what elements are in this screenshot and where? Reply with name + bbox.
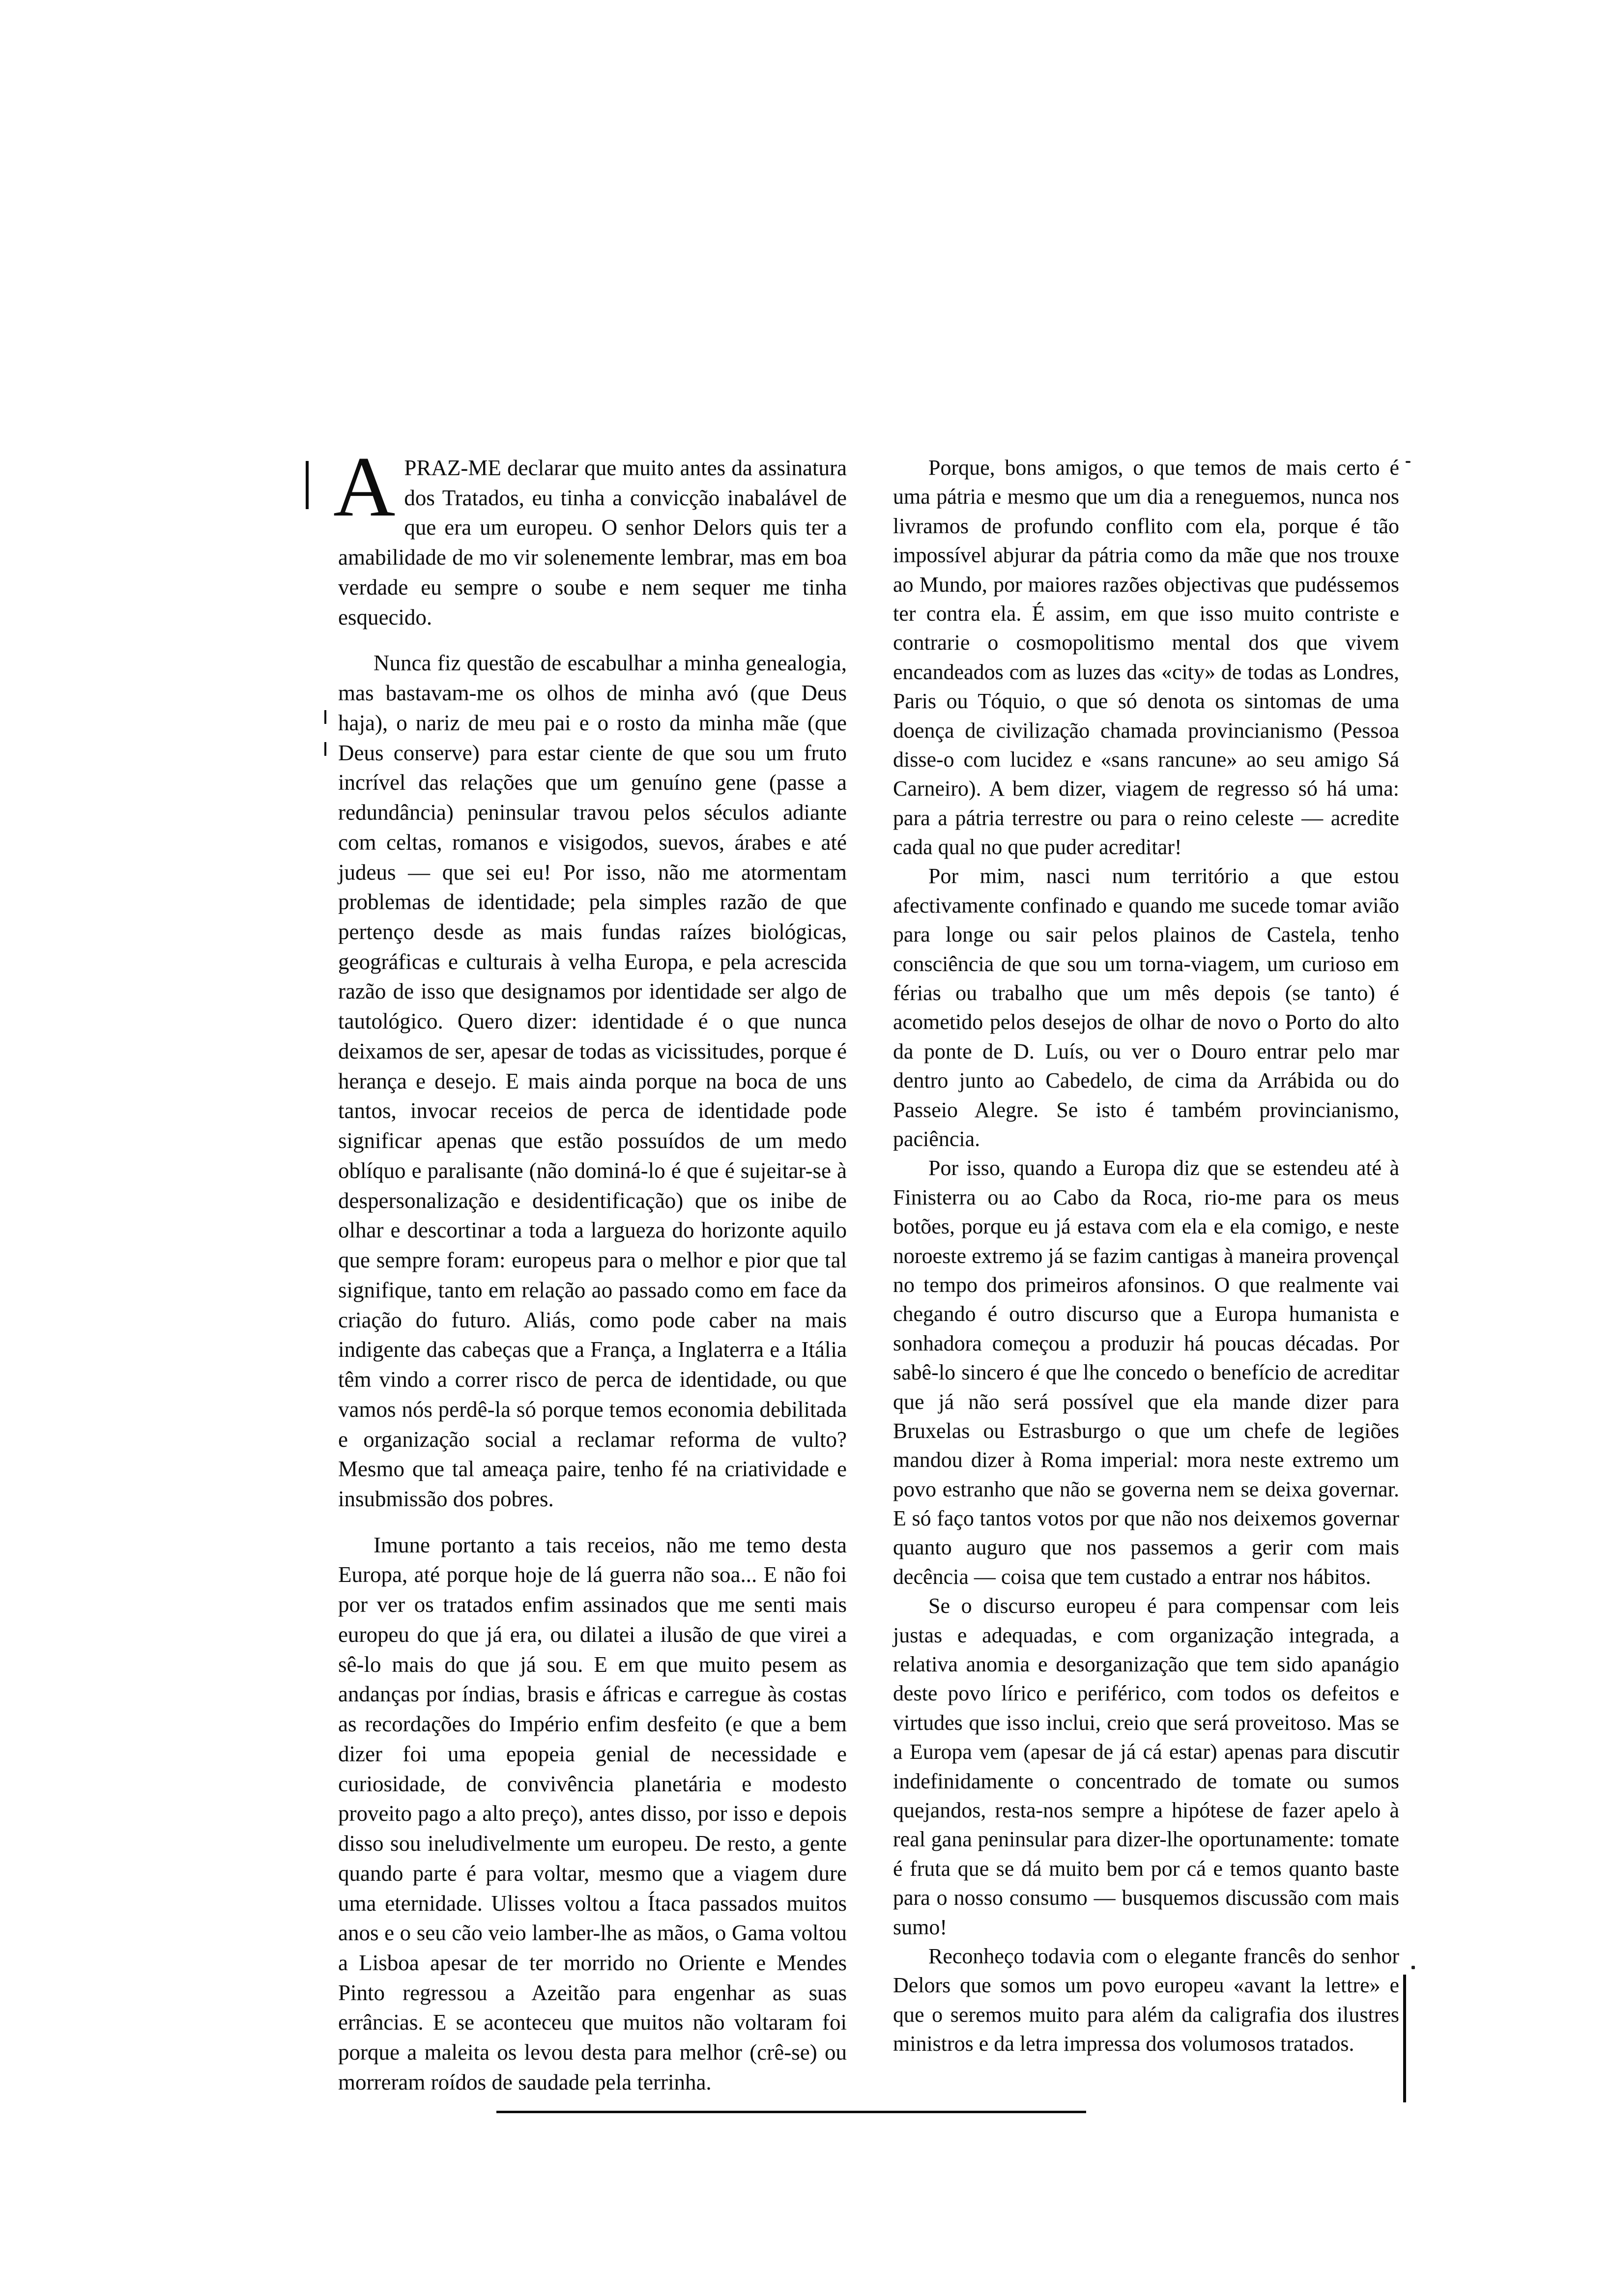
left-margin-tick	[324, 710, 326, 724]
article-paragraph: Por isso, quando a Europa diz que se estendeu até à Finisterra ou ao Cabo da Roca, rio-me para os meus botões, porque eu já estava com ela e ela comigo, e neste noroeste extremo já se fazim cantigas à maneira provençal no tempo dos primeiros afonsinos. O que realmente vai chegando é outro discurso que a Europa humanista e sonhadora começou a produzir há poucas décadas. Por sabê-lo sincero é que lhe concedo o benefício de acreditar que já não será possível que ela mande dizer para Bruxelas ou Estrasburgo o que um chefe de legiões mandou dizer à Roma imperial: mora neste extremo um povo estranho que não se governa nem se deixa governar. E só faço tantos votos por que não nos deixemos governar quanto auguro que nos passemos a gerir com mais decência — coisa que tem custado a entrar nos hábitos.	[893, 1156, 1399, 1589]
scan-speck	[1406, 461, 1410, 463]
article-paragraph: Por mim, nasci num território a que estou afectivamente confinado e quando me sucede tomar avião para longe ou sair pelos plainos de Castela, tenho consciência de que sou um torna-viagem, um curioso em férias ou trabalho que um mês depois (se tanto) é acometido pelos desejos de olhar de novo o Porto do alto da ponte de D. Luís, ou ver o Douro entrar pelo mar dentro junto ao Cabedelo, de cima da Arrábida ou do Passeio Alegre. Se isto é também provincianismo, paciência.	[893, 864, 1399, 1151]
article-left-column	[333, 439, 847, 2097]
article-paragraph	[333, 439, 847, 632]
bottom-rule	[496, 2111, 1086, 2113]
left-margin-tick	[324, 742, 326, 756]
article-paragraph: Imune portanto a tais receios, não me temo desta Europa, até porque hoje de lá guerra não soa... E não foi por ver os tratados enfim assinados que me senti mais europeu do que já era, ou dilatei a ilusão de que virei a sê-lo mais do que já sou. E em que muito pesem as andanças por índias, brasis e áfricas e carregue às costas as recordações do Império enfim desfeito (e que a bem dizer foi uma epopeia genial de necessidade e curiosidade, de convivência planetária e modesto proveito pago a alto preço), antes disso, por isso e depois disso sou ineludivelmente um europeu. De resto, a gente quando parte é para voltar, mesmo que a viagem dure uma eternidade. Ulisses voltou a Ítaca passados muitos anos e o seu cão veio lamber-lhe as mãos, o Gama voltou a Lisboa apesar de ter morrido no Oriente e Mendes Pinto regressou a Azeitão para engenhar as suas errâncias. E se aconteceu que muitos não voltaram foi porque a maleita os levou desta para melhor (crê-se) ou morreram roídos de saudade pela terrinha.	[338, 1532, 847, 2095]
article-paragraph: Se o discurso europeu é para compensar com leis justas e adequadas, e com organização integrada, a relativa anomia e desorganização que tem sido apanágio deste povo lírico e periférico, com todos os defeitos e virtudes que isso inclui, creio que será proveitoso. Mas se a Europa vem (apesar de já cá estar) apenas para discutir indefinidamente o concentrado de tomate ou sumos quejandos, resta-nos sempre a hipótese de fazer apelo à real gana peninsular para dizer-lhe oportunamente: tomate é fruta que se dá muito bem por cá e temos quanto baste para o nosso consumo — busquemos discussão com mais sumo!	[893, 1594, 1399, 1939]
right-margin-rule	[1403, 1975, 1406, 2102]
article-paragraph: Nunca fiz questão de escabulhar a minha genealogia, mas bastavam-me os olhos de minha avó (que Deus haja), o nariz de meu pai e o rosto da minha mãe (que Deus conserve) para estar ciente de que sou um fruto incrível das relações que um genuíno gene (passe a redundância) peninsular travou pelos séculos adiante com celtas, romanos e visigodos, suevos, árabes e até judeus — que sei eu! Por isso, não me atormentam problemas de identidade; pela simples razão de que pertenço desde as mais fundas raízes biológicas, geográficas e culturais à velha Europa, e pela acrescida razão de isso que designamos por identidade ser algo de tautológico. Quero dizer: identidade é o que nunca deixamos de ser, apesar de todas as vicissitudes, porque é herança e desejo. E mais ainda porque na boca de uns tantos, invocar receios de perca de identidade pode significar apenas que estão possuídos de um medo oblíquo e paralisante (não dominá-lo é que é sujeitar-se à despersonalização e desidentificação) que os inibe de olhar e descortinar a toda a largueza do horizonte aquilo que sempre foram: europeus para o melhor e pior que tal signifique, tanto em relação ao passado como em face da criação do futuro. Aliás, como pode caber na mais indigente das cabeças que a França, a Inglaterra e a Itália têm vindo a correr risco de perca de identidade, ou que vamos nós perdê-la só porque temos economia debilitada e organização social a reclamar reforma de vulto? Mesmo que tal ameaça paire, tenho fé na criatividade e insubmissão dos pobres.	[338, 651, 847, 1511]
left-margin-rule	[306, 461, 309, 509]
paragraph-text: PRAZ-ME declarar que muito antes da assinatura dos Tratados, eu tinha a convicção inabalável de que era um europeu. O senhor Delors quis ter a amabilidade de mo vir solenemente lembrar, mas em boa verdade eu sempre o soube e nem sequer me tinha esquecido.	[338, 456, 847, 630]
scan-speck	[1411, 1966, 1415, 1969]
article-paragraph: Reconheço todavia com o elegante francês do senhor Delors que somos um povo europeu «avant la lettre» e que o seremos muito para além da caligrafia dos ilustres ministros e da letra impressa dos volumosos tratados.	[893, 1944, 1399, 2056]
article-right-column	[893, 453, 1399, 2058]
drop-cap: A	[333, 439, 396, 534]
article-paragraph: Porque, bons amigos, o que temos de mais certo é uma pátria e mesmo que um dia a reneguemos, nunca nos livramos de profundo conflito com ela, porque é tão impossível abjurar da pátria como da mãe que nos trouxe ao Mundo, por maiores razões objectivas que pudéssemos ter contra ela. É assim, em que isso muito contriste e contrarie o cosmopolitismo mental dos que vivem encandeados com as luzes das «city» de todas as Londres, Paris ou Tóquio, o que só denota os sintomas de uma doença de civilização chamada provincianismo (Pessoa disse-o com lucidez e «sans rancune» ao seu amigo Sá Carneiro). A bem dizer, viagem de regresso só há uma: para a pátria terrestre ou para o reino celeste — acredite cada qual no que puder acreditar!	[893, 456, 1399, 860]
